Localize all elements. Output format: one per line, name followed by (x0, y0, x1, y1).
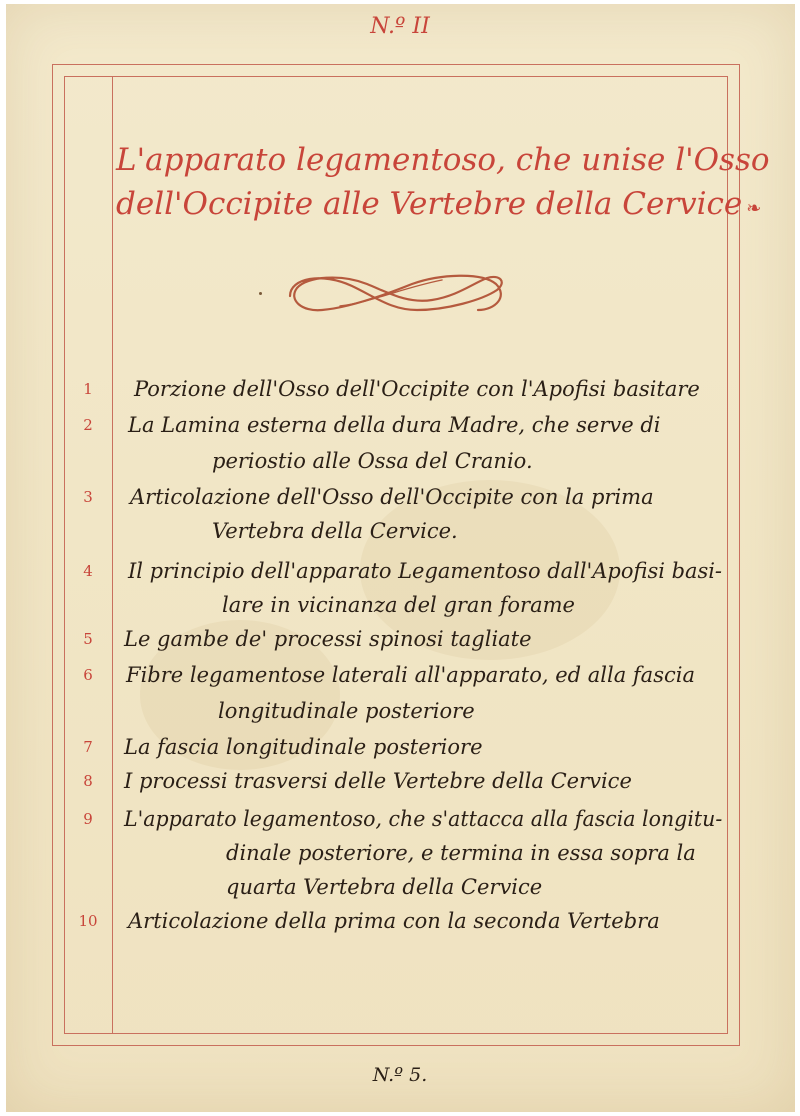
entry-text: Articolazione dell'Osso dell'Occipite con la prima (130, 485, 654, 509)
entry-text: dinale posteriore, e termina in essa sopra la (226, 841, 696, 865)
legend-entry-2 (0, 410, 800, 440)
ink-dot (259, 292, 262, 295)
legend-entry-6-continuation (0, 696, 800, 726)
legend-entry-4 (0, 556, 800, 586)
legend-entry-10 (0, 906, 800, 936)
entry-text: Articolazione della prima con la seconda Vertebra (128, 909, 660, 933)
entry-number: 1 (83, 380, 93, 398)
entry-text: periostio alle Ossa del Cranio. (212, 449, 533, 473)
legend-entry-8 (0, 766, 800, 796)
legend-entry-9-continuation (0, 872, 800, 902)
entry-text: Fibre legamentose laterali all'apparato, ed alla fascia (126, 663, 695, 687)
page-title (116, 138, 770, 231)
legend-entry-5 (0, 624, 800, 654)
entry-number: 9 (83, 810, 93, 828)
legend-entry-3-continuation (0, 516, 800, 546)
entry-number: 8 (83, 772, 93, 790)
entry-text: I processi trasversi delle Vertebre della Cervice (124, 769, 632, 793)
entry-text: L'apparato legamentoso, che s'attacca alla fascia longitu- (124, 807, 723, 831)
entry-text: Vertebra della Cervice. (212, 519, 458, 543)
entry-number: 7 (83, 738, 93, 756)
entry-number: 6 (83, 666, 93, 684)
legend-entry-3 (0, 482, 800, 512)
entry-text: Porzione dell'Osso dell'Occipite con l'Apofisi basitare (134, 377, 700, 401)
entry-text: Il principio dell'apparato Legamentoso dall'Apofisi basi- (128, 559, 723, 583)
entry-text: Le gambe de' processi spinosi tagliate (124, 627, 532, 651)
entry-text: longitudinale posteriore (218, 699, 475, 723)
calligraphic-flourish-icon (282, 266, 512, 322)
legend-entry-6 (0, 660, 800, 690)
entry-number: 4 (83, 562, 93, 580)
entry-text: quarta Vertebra della Cervice (226, 875, 543, 899)
entry-number: 5 (83, 630, 93, 648)
legend-entry-9-continuation (0, 838, 800, 868)
entry-number: 3 (83, 488, 93, 506)
entry-text: lare in vicinanza del gran forame (222, 593, 575, 617)
legend-entry-4-continuation (0, 590, 800, 620)
legend-entry-9 (0, 804, 800, 834)
title-line-1: L'apparato legamentoso, che unise l'Osso (116, 142, 770, 178)
entry-text: La fascia longitudinale posteriore (124, 735, 483, 759)
tail-flourish-icon: ❧ (746, 198, 762, 219)
folio-number-top: N.º II (370, 14, 430, 39)
legend-entry-2-continuation (0, 446, 800, 476)
folio-number-bottom: N.º 5. (372, 1064, 428, 1086)
title-line-2-text: dell'Occipite alle Vertebre della Cervice (116, 186, 743, 222)
entry-number: 2 (83, 416, 93, 434)
entry-text: La Lamina esterna della dura Madre, che serve di (128, 413, 661, 437)
legend-entry-7 (0, 732, 800, 762)
legend-entry-1 (0, 374, 800, 404)
title-line-2 (116, 182, 762, 231)
entry-number: 10 (78, 912, 98, 930)
